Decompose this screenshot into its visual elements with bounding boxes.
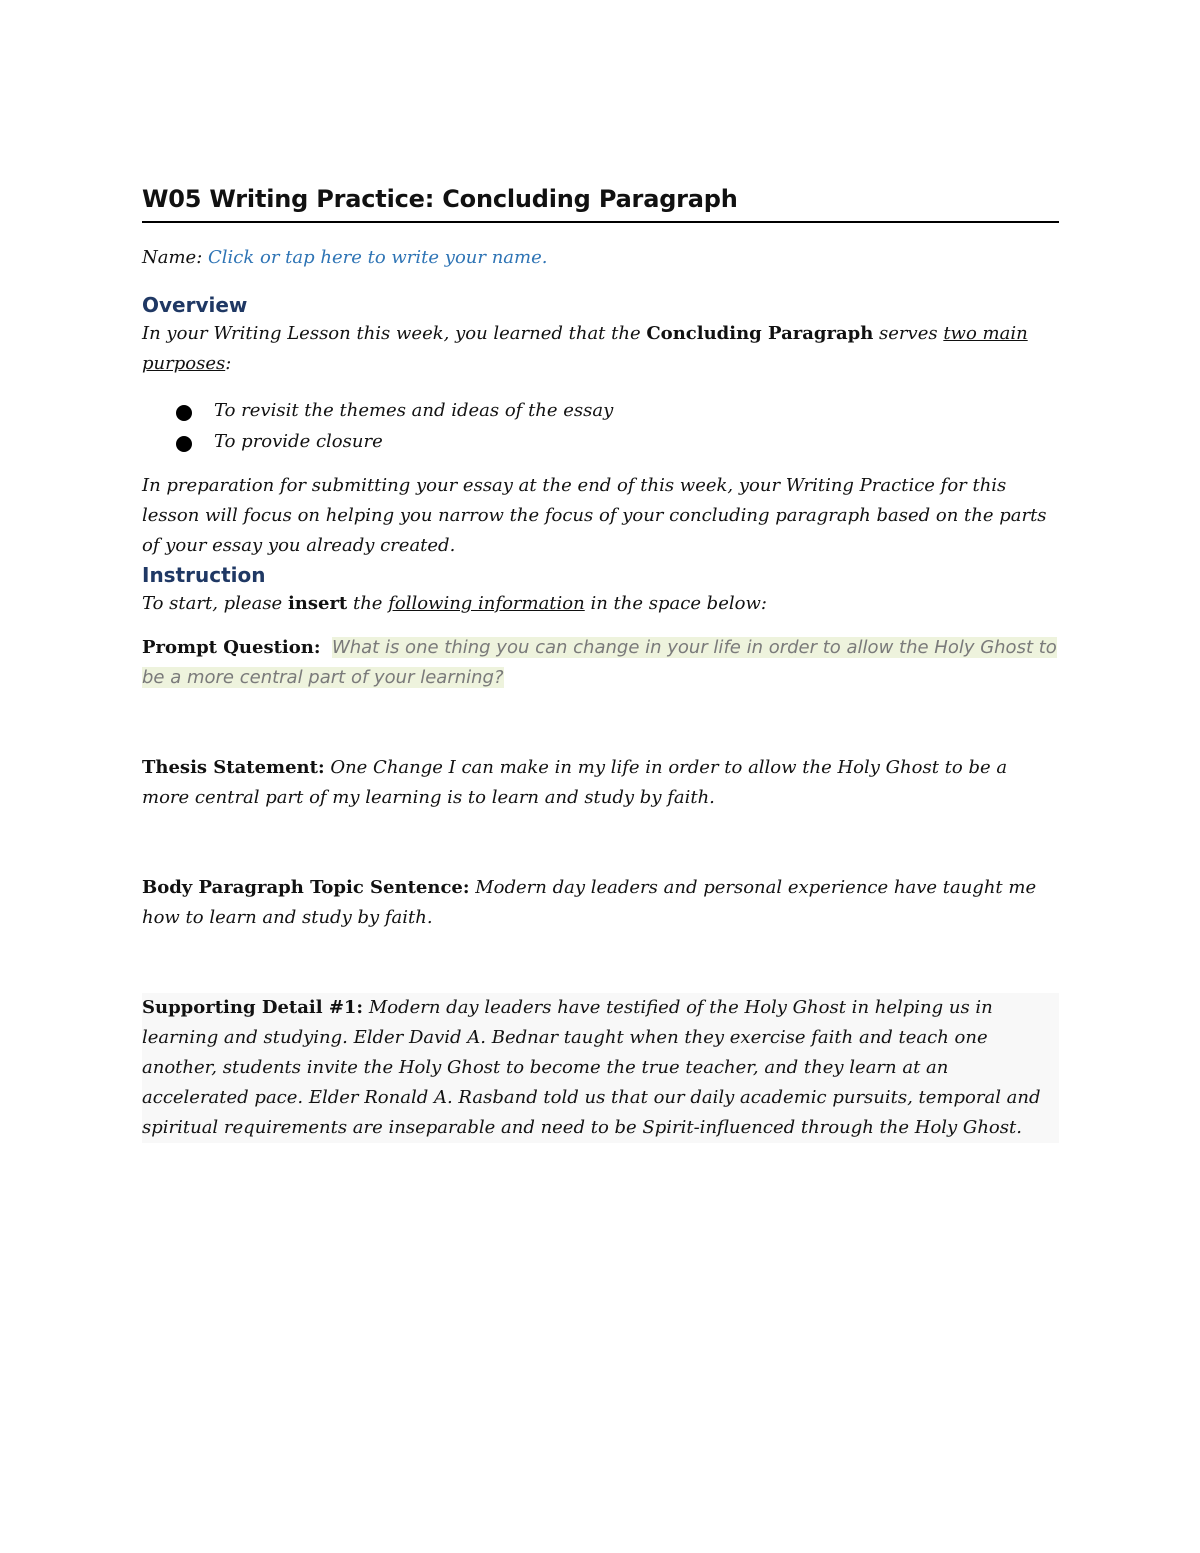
list-item-text: To provide closure (214, 431, 383, 452)
list-item (142, 426, 1059, 457)
prompt-question-input[interactable]: What is one thing you can change in your life in order to allow the Holy Ghost to be a more central part of your learning? (142, 637, 1057, 688)
purposes-list (142, 395, 1059, 457)
instruction-text-start: To start, please (142, 593, 283, 614)
prompt-question-field (142, 633, 1059, 693)
topic-sentence-field (142, 873, 1059, 933)
list-item-text: To revisit the themes and ideas of the essay (214, 400, 614, 421)
instruction-text-the: the (352, 593, 383, 614)
instruction-text-end: in the space below: (590, 593, 767, 614)
thesis-statement-input[interactable]: One Change I can make in my life in order to allow the Holy Ghost to be a more central part of my learning is to learn and study by faith. (142, 757, 1008, 808)
bullet-icon (176, 405, 192, 421)
overview-intro-bold: Concluding Paragraph (646, 323, 874, 344)
instruction-text-underlined: following information (388, 593, 585, 614)
overview-intro-colon: : (225, 353, 232, 374)
instruction-text-bold: insert (287, 593, 348, 614)
thesis-statement-field (142, 753, 1059, 813)
instruction-text (142, 589, 1059, 619)
supporting-detail-1-field (142, 993, 1059, 1143)
overview-paragraph: In preparation for submitting your essay at the end of this week, your Writing Practice for this lesson will focus on helping you narrow the focus of your concluding paragraph based on the parts of your essay you already created. (142, 475, 1047, 556)
topic-sentence-label: Body Paragraph Topic Sentence: (142, 877, 470, 898)
overview-intro (142, 319, 1059, 379)
overview-intro-text: In your Writing Lesson this week, you learned that the (142, 323, 641, 344)
thesis-statement-label: Thesis Statement: (142, 757, 325, 778)
overview-intro-serves: serves (879, 323, 938, 344)
document-page (142, 180, 1059, 1143)
name-field-line (142, 243, 1059, 273)
instruction-heading: Instruction (142, 563, 266, 587)
bullet-icon (176, 436, 192, 452)
list-item (142, 395, 1059, 426)
supporting-detail-1-input[interactable]: Modern day leaders have testified of the Holy Ghost in helping us in learning and studying. Elder David A. Bednar taught when they exercise faith and teach one another, students invite the Holy Ghost to become the true teacher, and they learn at an accelerated pace. Elder Ronald A. Rasband told us that our daily academic pursuits, temporal and spiritual requirements are inseparable and need to be Spirit-influenced through the Holy Ghost. (142, 997, 1041, 1138)
overview-intro-underlined: two main purposes (142, 323, 1028, 374)
overview-heading: Overview (142, 293, 248, 317)
name-input[interactable]: Click or tap here to write your name. (208, 247, 548, 268)
document-title: W05 Writing Practice: Concluding Paragraph (142, 180, 1059, 223)
topic-sentence-input[interactable]: Modern day leaders and personal experience have taught me how to learn and study by faith. (142, 877, 1037, 928)
prompt-question-label: Prompt Question: (142, 637, 321, 658)
name-label: Name: (142, 247, 203, 268)
supporting-detail-1-label: Supporting Detail #1: (142, 997, 364, 1018)
